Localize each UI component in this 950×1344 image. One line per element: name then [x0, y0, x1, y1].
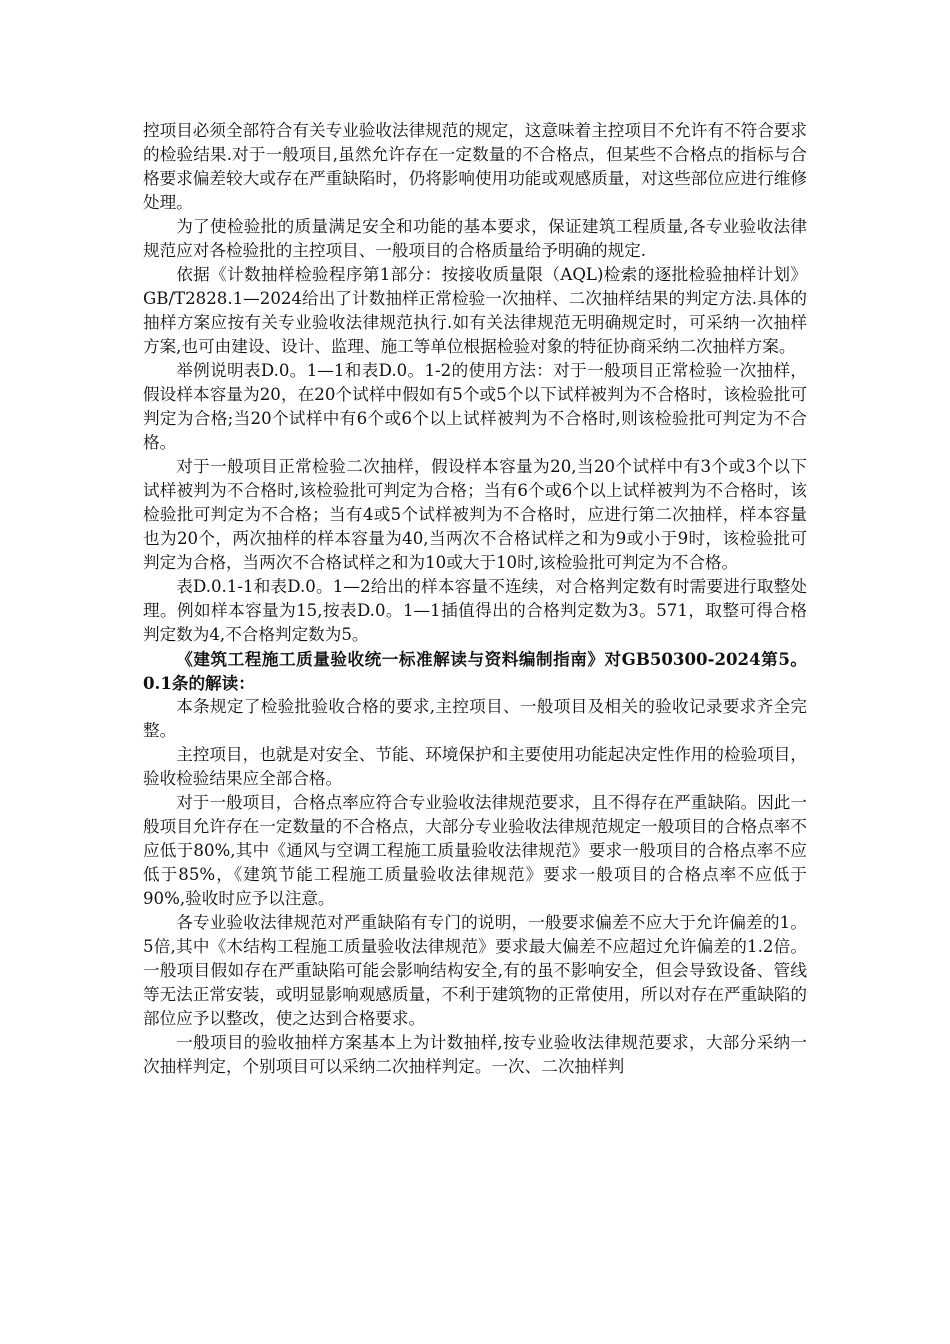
- paragraph: 主控项目，也就是对安全、节能、环境保护和主要使用功能起决定性作用的检验项目，验收检验结果应全部合格。: [143, 745, 807, 788]
- paragraph: 一般项目的验收抽样方案基本上为计数抽样,按专业验收法律规范要求，大部分采纳一次抽样判定，个别项目可以采纳二次抽样判定。一次、二次抽样判: [143, 1033, 807, 1076]
- paragraph: 举例说明表D.0。1—1和表D.0。1-2的使用方法：对于一般项目正常检验一次抽样，假设样本容量为20，在20个试样中假如有5个或5个以下试样被判为不合格时，该检验批可判定为合格;当20个试样中有6个或6个以上试样被判为不合格时,则该检验批可判定为不合格。: [143, 361, 807, 452]
- document-body: [143, 119, 807, 1079]
- paragraph: 本条规定了检验批验收合格的要求,主控项目、一般项目及相关的验收记录要求齐全完整。: [143, 697, 807, 740]
- paragraph: 控项目必须全部符合有关专业验收法律规范的规定，这意味着主控项目不允许有不符合要求的检验结果.对于一般项目,虽然允许存在一定数量的不合格点，但某些不合格点的指标与合格要求偏差较大或存在严重缺陷时，仍将影响使用功能或观感质量，对这些部位应进行维修处理。: [143, 121, 807, 212]
- paragraph: 依据《计数抽样检验程序第1部分：按接收质量限（AQL)检索的逐批检验抽样计划》GB/T2828.1—2024给出了计数抽样正常检验一次抽样、二次抽样结果的判定方法.具体的抽样方案应按有关专业验收法律规范执行.如有关法律规范无明确规定时，可采纳一次抽样方案,也可由建设、设计、监理、施工等单位根据检验对象的特征协商采纳二次抽样方案。: [143, 265, 807, 356]
- section-heading: 《建筑工程施工质量验收统一标准解读与资料编制指南》对GB50300-2024第5。0.1条的解读：: [143, 649, 807, 693]
- paragraph: 为了使检验批的质量满足安全和功能的基本要求，保证建筑工程质量,各专业验收法律规范应对各检验批的主控项目、一般项目的合格质量给予明确的规定.: [143, 217, 807, 260]
- paragraph: 各专业验收法律规范对严重缺陷有专门的说明，一般要求偏差不应大于允许偏差的1。5倍,其中《木结构工程施工质量验收法律规范》要求最大偏差不应超过允许偏差的1.2倍。一般项目假如存在严重缺陷可能会影响结构安全,有的虽不影响安全，但会导致设备、管线等无法正常安装，或明显影响观感质量，不利于建筑物的正常使用，所以对存在严重缺陷的部位应予以整改，使之达到合格要求。: [143, 913, 807, 1028]
- paragraph: 对于一般项目正常检验二次抽样，假设样本容量为20,当20个试样中有3个或3个以下试样被判为不合格时,该检验批可判定为合格；当有6个或6个以上试样被判为不合格时，该检验批可判定为不合格；当有4或5个试样被判为不合格时，应进行第二次抽样，样本容量也为20个，两次抽样的样本容量为40,当两次不合格试样之和为9或小于9时，该检验批可判定为合格，当两次不合格试样之和为10或大于10时,该检验批可判定为不合格。: [143, 457, 807, 572]
- paragraph: 对于一般项目，合格点率应符合专业验收法律规范要求，且不得存在严重缺陷。因此一般项目允许存在一定数量的不合格点，大部分专业验收法律规范规定一般项目的合格点率不应低于80%,其中《通风与空调工程施工质量验收法律规范》要求一般项目的合格点率不应低于85%，《建筑节能工程施工质量验收法律规范》要求一般项目的合格点率不应低于90%,验收时应予以注意。: [143, 793, 807, 908]
- paragraph: 表D.0.1-1和表D.0。1—2给出的样本容量不连续，对合格判定数有时需要进行取整处理。例如样本容量为15,按表D.0。1—1插值得出的合格判定数为3。571，取整可得合格判定数为4,不合格判定数为5。: [143, 577, 807, 644]
